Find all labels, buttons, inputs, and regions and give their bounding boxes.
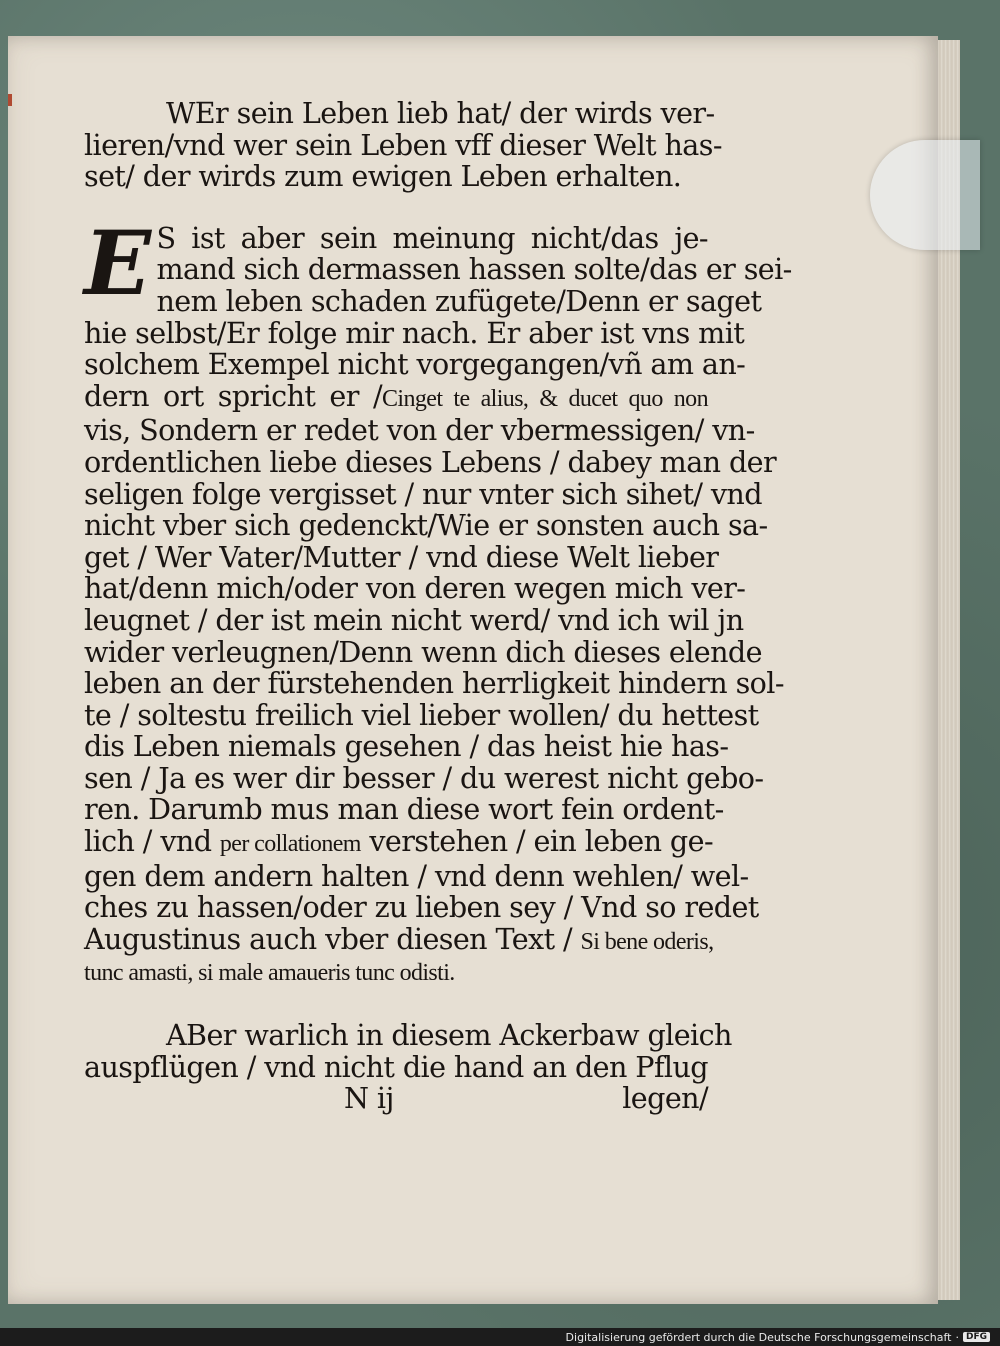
text-line: auspflügen / vnd nicht die hand an den Pflug — [84, 1049, 708, 1084]
signature-mark: N ij — [344, 1081, 394, 1116]
text-line: gen dem andern halten / vnd denn wehlen/ wel- — [84, 858, 749, 893]
paragraph-2 — [84, 210, 792, 990]
text-line: set/ der wirds zum ewigen Leben erhalten. — [84, 159, 682, 194]
drop-cap: E — [84, 210, 151, 315]
text-line: lieren/vnd wer sein Leben vff dieser Welt has- — [84, 127, 722, 162]
text-line: get / Wer Vater/Mutter / vnd diese Welt lieber — [84, 539, 719, 574]
latin-quote: tunc amasti, si male amaueris tunc odisti. — [84, 960, 455, 987]
text-line: ches zu hassen/oder zu lieben sey / Vnd so redet — [84, 890, 759, 925]
text-line: hie selbst/Er folge mir nach. Er aber ist vns mit — [84, 315, 745, 350]
text-line: seligen folge vergisset / nur vnter sich sihet/ vnd — [84, 476, 762, 511]
text-line: vis, Sondern er redet von der vbermessigen/ vn- — [84, 413, 755, 448]
text-line: ordentlichen liebe dieses Lebens / dabey man der — [84, 444, 777, 479]
page-text — [84, 96, 792, 1116]
text-line: WEr sein Leben lieb hat/ der wirds ver- — [166, 96, 715, 130]
text-line: leugnet / der ist mein nicht werd/ vnd ich wil jn — [84, 602, 744, 637]
text-line: S ist aber sein meinung nicht/das je- — [156, 220, 708, 255]
text-line: hat/denn mich/oder von deren wegen mich ver- — [84, 571, 746, 606]
catchword: legen/ — [622, 1081, 708, 1116]
text-line: ren. Darumb mus man diese wort fein ordent- — [84, 792, 724, 827]
text-line: ABer warlich in diesem Ackerbaw gleich — [166, 1018, 732, 1053]
text-line: dern ort spricht er /Cinget te alius, & ducet quo non — [84, 378, 708, 413]
text-line: wider verleugnen/Denn wenn dich dieses elende — [84, 634, 762, 669]
digitization-credit: Digitalisierung gefördert durch die Deutsche Forschungsgemeinschaft · DFG — [566, 1330, 990, 1344]
text-line: lich / vnd per collationem verstehen / ein leben ge- — [84, 824, 713, 859]
scanner-holder-tab — [870, 140, 980, 250]
latin-quote: Cinget te alius, & ducet quo non — [381, 385, 708, 412]
dfg-logo-icon: DFG — [963, 1332, 990, 1342]
text-line: sen / Ja es wer dir besser / du werest nicht gebo- — [84, 760, 764, 795]
latin-quote: per collationem — [219, 831, 361, 858]
text-line: dis Leben niemals gesehen / das heist hie has- — [84, 729, 729, 764]
page-marker — [8, 94, 12, 106]
page-footer — [84, 1083, 708, 1115]
text-line: mand sich dermassen hassen solte/das er sei- — [156, 252, 792, 287]
text-line: nicht vber sich gedenckt/Wie er sonsten auch sa- — [84, 508, 768, 543]
latin-quote: Si bene oderis, — [580, 928, 714, 955]
credit-text: Digitalisierung gefördert durch die Deutsche Forschungsgemeinschaft — [565, 1330, 952, 1344]
paragraph-1 — [84, 96, 722, 194]
text-line: nem leben schaden zufügete/Denn er saget — [156, 283, 762, 318]
text-line: solchem Exempel nicht vorgegangen/vñ am an- — [84, 347, 746, 382]
text-line: leben an der fürstehenden herrligkeit hindern sol- — [84, 666, 784, 701]
text-line: te / soltestu freilich viel lieber wollen/ du hettest — [84, 697, 759, 732]
text-line: Augustinus auch vber diesen Text / Si bene oderis, — [84, 921, 714, 956]
paragraph-3 — [84, 1018, 732, 1116]
